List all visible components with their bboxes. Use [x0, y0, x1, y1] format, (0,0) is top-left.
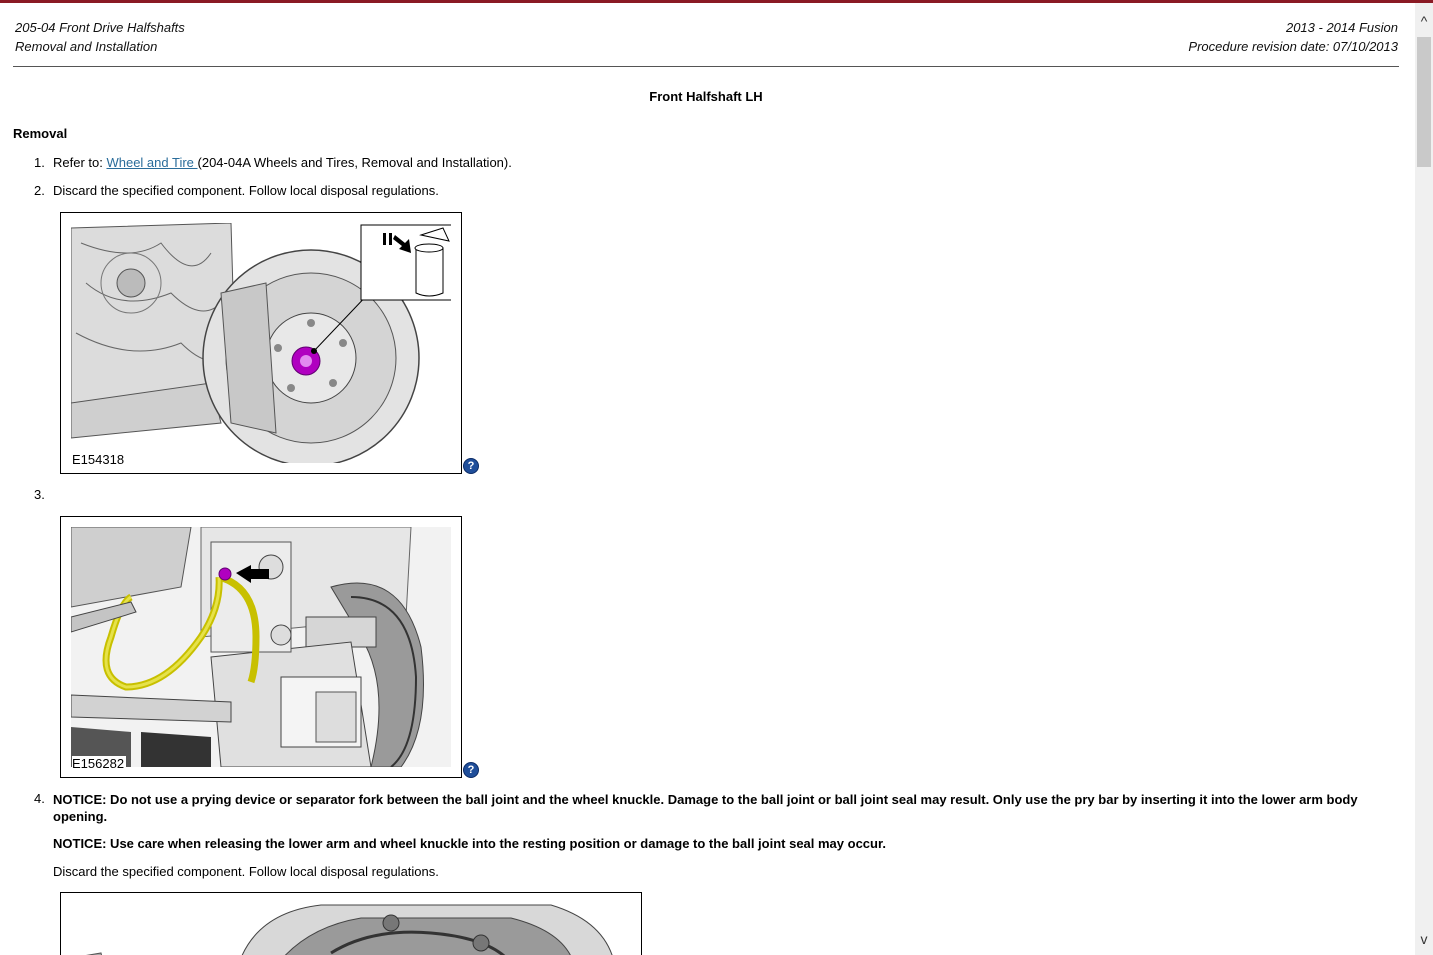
header-procedure: Removal and Installation — [15, 39, 158, 54]
step-1-text — [53, 155, 512, 170]
figure-label-e156282: E156282 — [72, 756, 125, 771]
figure-help-icon[interactable]: ? — [463, 458, 479, 474]
step-1-suffix: (204-04A Wheels and Tires, Removal and Installation). — [197, 155, 512, 170]
section-heading: Removal — [13, 126, 68, 141]
document-view — [0, 3, 1415, 955]
step-1-prefix: Refer to: — [53, 155, 107, 170]
step-2-text: Discard the specified component. Follow local disposal regulations. — [53, 183, 439, 198]
vertical-scrollbar[interactable] — [1415, 3, 1433, 955]
step-4-number: 4. — [34, 791, 45, 806]
figure-e156282 — [60, 516, 462, 778]
scroll-up-icon[interactable]: ^ — [1420, 13, 1428, 29]
page-title: Front Halfshaft LH — [649, 89, 763, 104]
figure-e154318 — [60, 212, 462, 474]
brake-rotor-illustration — [71, 223, 451, 463]
ball-joint-illustration — [71, 903, 631, 955]
step-4-notice-1: NOTICE: Do not use a prying device or separator fork between the ball joint and the wheel knuckle. Damage to the ball joint or ball joint seal may result. Only use the pry bar by inserting it into the lower arm body opening. — [53, 792, 1358, 824]
figure-step-4 — [60, 892, 642, 955]
step-4-text: Discard the specified component. Follow local disposal regulations. — [53, 864, 439, 879]
step-4-notice-2: NOTICE: Use care when releasing the lower arm and wheel knuckle into the resting position or damage to the ball joint seal may occur. — [53, 836, 886, 851]
scrollbar-thumb[interactable] — [1417, 37, 1431, 167]
header-revision-date: Procedure revision date: 07/10/2013 — [1188, 39, 1398, 54]
header-divider — [13, 66, 1399, 67]
wheel-and-tire-link[interactable]: Wheel and Tire — [106, 155, 198, 170]
brake-hose-illustration — [71, 527, 451, 767]
header-section-code: 205-04 Front Drive Halfshafts — [15, 20, 185, 35]
header-vehicle: 2013 - 2014 Fusion — [1285, 20, 1398, 35]
figure-label-e154318: E154318 — [72, 452, 125, 467]
step-3-number: 3. — [34, 487, 45, 502]
scroll-down-icon[interactable]: v — [1420, 931, 1428, 947]
step-1-number: 1. — [34, 155, 45, 170]
figure-help-icon-2[interactable]: ? — [463, 762, 479, 778]
step-2-number: 2. — [34, 183, 45, 198]
